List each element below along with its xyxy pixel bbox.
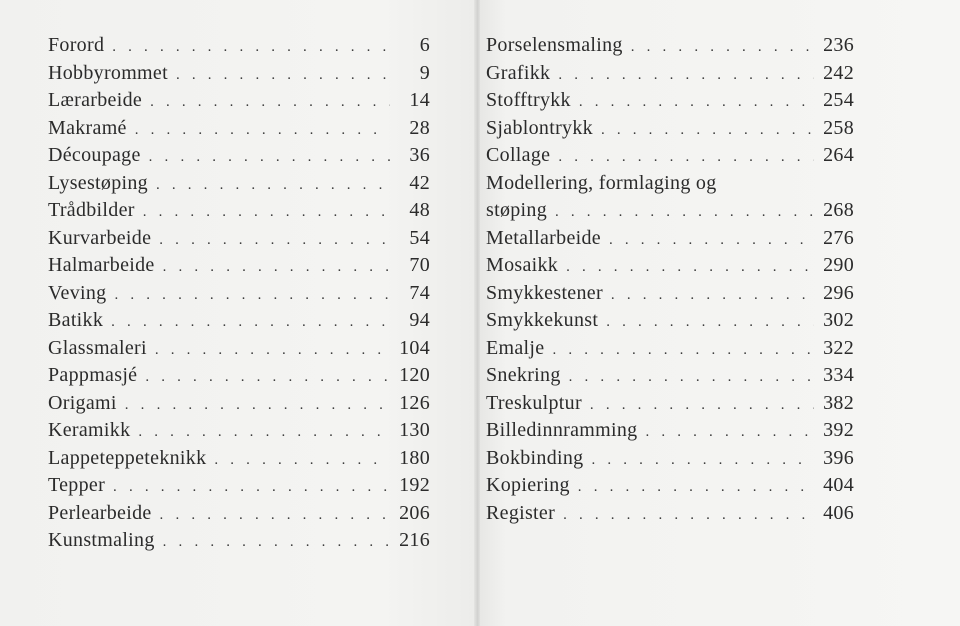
toc-dot-leader — [114, 287, 390, 304]
toc-entry-title: Modellering, formlaging og — [486, 171, 717, 194]
toc-entry — [486, 254, 854, 282]
toc-entry-title: støping — [486, 199, 547, 221]
toc-entry-page-number: 406 — [823, 501, 854, 524]
toc-dot-leader — [563, 507, 814, 524]
toc-entry — [486, 172, 854, 200]
toc-entry-title: Batikk — [48, 309, 104, 331]
toc-entry-page-number: 42 — [409, 171, 430, 194]
toc-entry-page-number: 180 — [399, 446, 430, 469]
toc-dot-leader — [566, 259, 814, 276]
toc-entry-title: Pappmasjé — [48, 364, 138, 386]
toc-entry-page-number: 70 — [409, 254, 430, 276]
toc-entry-title: Lærarbeide — [48, 89, 143, 111]
toc-entry-title: Porselensmaling — [486, 34, 623, 56]
toc-dot-leader — [145, 369, 390, 386]
toc-entry-title: Metallarbeide — [486, 226, 601, 249]
toc-dot-leader — [112, 39, 390, 56]
toc-entry — [48, 144, 430, 172]
toc-entry — [486, 117, 854, 145]
toc-entry-title: Bokbinding — [486, 446, 584, 469]
toc-entry — [48, 34, 430, 62]
toc-dot-leader — [111, 314, 390, 331]
toc-dot-leader — [138, 424, 390, 441]
toc-entry — [486, 282, 854, 310]
toc-entry-title: Tepper — [48, 474, 106, 496]
book-gutter — [474, 0, 480, 626]
toc-entry — [486, 502, 854, 530]
toc-entry — [48, 337, 430, 365]
toc-entry-title: Treskulptur — [486, 391, 582, 414]
toc-entry-page-number: 94 — [409, 309, 430, 331]
toc-entry-title: Snekring — [486, 364, 561, 386]
toc-entry-page-number: 334 — [823, 364, 854, 386]
toc-entry — [486, 34, 854, 62]
toc-dot-leader — [631, 39, 814, 56]
toc-entry-title: Register — [486, 501, 556, 524]
toc-dot-leader — [552, 342, 814, 359]
toc-dot-leader — [609, 232, 814, 249]
toc-entry-page-number: 392 — [823, 419, 854, 441]
toc-entry-title: Kopiering — [486, 474, 570, 496]
toc-entry-title: Veving — [48, 281, 107, 304]
toc-dot-leader — [135, 122, 390, 139]
toc-entry-page-number: 276 — [823, 226, 854, 249]
toc-entry — [486, 337, 854, 365]
toc-dot-leader — [163, 259, 390, 276]
toc-entry-title: Smykkestener — [486, 281, 603, 304]
toc-dot-leader — [558, 149, 814, 166]
toc-entry-page-number: 396 — [823, 446, 854, 469]
toc-entry — [486, 89, 854, 117]
toc-entry — [48, 474, 430, 502]
toc-dot-leader — [125, 397, 390, 414]
toc-dot-leader — [160, 507, 390, 524]
toc-entry — [48, 89, 430, 117]
toc-dot-leader — [163, 534, 390, 551]
toc-entry — [486, 227, 854, 255]
toc-entry-title: Kunstmaling — [48, 529, 155, 551]
toc-dot-leader — [176, 67, 390, 84]
toc-dot-leader — [156, 177, 390, 194]
toc-entry-title: Perlearbeide — [48, 501, 152, 524]
toc-entry-page-number: 404 — [823, 474, 854, 496]
toc-entry — [48, 227, 430, 255]
toc-entry — [48, 172, 430, 200]
toc-entry-page-number: 6 — [419, 34, 430, 56]
toc-entry — [48, 392, 430, 420]
toc-entry — [486, 199, 854, 227]
toc-dot-leader — [558, 67, 814, 84]
toc-entry-page-number: 192 — [399, 474, 430, 496]
toc-dot-leader — [606, 314, 814, 331]
toc-entry-title: Lappeteppeteknikk — [48, 446, 207, 469]
toc-entry-page-number: 216 — [399, 529, 430, 551]
toc-entry-title: Smykkekunst — [486, 309, 599, 331]
toc-dot-leader — [155, 342, 390, 359]
toc-entry-title: Halmarbeide — [48, 254, 155, 276]
toc-dot-leader — [569, 369, 814, 386]
toc-dot-leader — [143, 204, 390, 221]
toc-entry-title: Trådbilder — [48, 199, 135, 221]
toc-dot-leader — [611, 287, 814, 304]
toc-dot-leader — [113, 479, 390, 496]
toc-entry-page-number: 126 — [399, 391, 430, 414]
toc-entry-title: Sjablontrykk — [486, 116, 593, 139]
toc-entry-title: Collage — [486, 144, 551, 166]
toc-entry — [486, 62, 854, 90]
toc-entry-page-number: 242 — [823, 61, 854, 84]
toc-entry-title: Découpage — [48, 144, 141, 166]
toc-entry-title: Emalje — [486, 336, 545, 359]
toc-entry-page-number: 36 — [409, 144, 430, 166]
toc-entry-page-number: 104 — [399, 336, 430, 359]
toc-entry-page-number: 28 — [409, 116, 430, 139]
toc-dot-leader — [159, 232, 390, 249]
toc-entry-title: Glassmaleri — [48, 336, 147, 359]
toc-entry-page-number: 14 — [409, 89, 430, 111]
toc-entry — [486, 419, 854, 447]
toc-entry — [486, 144, 854, 172]
toc-dot-leader — [590, 397, 814, 414]
toc-entry-page-number: 54 — [409, 226, 430, 249]
toc-entry — [486, 447, 854, 475]
toc-entry-title: Keramikk — [48, 419, 131, 441]
toc-entry-page-number: 130 — [399, 419, 430, 441]
toc-entry-title: Kurvarbeide — [48, 226, 152, 249]
toc-entry-title: Grafikk — [486, 61, 551, 84]
toc-entry-title: Billedinnramming — [486, 419, 638, 441]
toc-entry — [48, 254, 430, 282]
toc-dot-leader — [645, 424, 814, 441]
toc-dot-leader — [149, 149, 390, 166]
toc-entry-page-number: 322 — [823, 336, 854, 359]
toc-entry — [48, 419, 430, 447]
toc-entry-title: Forord — [48, 34, 105, 56]
toc-entry — [48, 199, 430, 227]
toc-entry-page-number: 382 — [823, 391, 854, 414]
toc-dot-leader — [150, 94, 390, 111]
toc-column-left — [48, 34, 430, 557]
toc-entry — [48, 364, 430, 392]
toc-entry-page-number: 290 — [823, 254, 854, 276]
toc-dot-leader — [601, 122, 814, 139]
toc-entry — [48, 309, 430, 337]
toc-entry-page-number: 120 — [399, 364, 430, 386]
toc-dot-leader — [579, 94, 814, 111]
toc-dot-leader — [591, 452, 814, 469]
toc-entry-page-number: 236 — [823, 34, 854, 56]
toc-entry-page-number: 48 — [409, 199, 430, 221]
toc-entry-page-number: 264 — [823, 144, 854, 166]
toc-entry-page-number: 302 — [823, 309, 854, 331]
toc-entry — [48, 447, 430, 475]
toc-entry — [486, 474, 854, 502]
toc-entry-title: Mosaikk — [486, 254, 559, 276]
toc-entry — [48, 529, 430, 557]
toc-entry-page-number: 74 — [409, 281, 430, 304]
toc-entry-page-number: 9 — [419, 61, 430, 84]
toc-dot-leader — [555, 204, 814, 221]
toc-entry-page-number: 296 — [823, 281, 854, 304]
toc-entry-page-number: 254 — [823, 89, 854, 111]
toc-entry-title: Stofftrykk — [486, 89, 571, 111]
toc-entry-title: Lysestøping — [48, 171, 148, 194]
toc-dot-leader — [578, 479, 814, 496]
toc-entry — [48, 117, 430, 145]
toc-entry — [486, 364, 854, 392]
toc-entry-page-number: 206 — [399, 501, 430, 524]
toc-column-right — [486, 34, 854, 529]
toc-entry — [48, 282, 430, 310]
toc-entry — [48, 62, 430, 90]
toc-entry — [486, 392, 854, 420]
toc-entry-title: Hobbyrommet — [48, 61, 168, 84]
toc-entry-title: Origami — [48, 391, 117, 414]
toc-entry-page-number: 258 — [823, 116, 854, 139]
toc-entry — [48, 502, 430, 530]
toc-entry — [486, 309, 854, 337]
toc-dot-leader — [214, 452, 390, 469]
toc-entry-title: Makramé — [48, 116, 127, 139]
toc-entry-page-number: 268 — [823, 199, 854, 221]
